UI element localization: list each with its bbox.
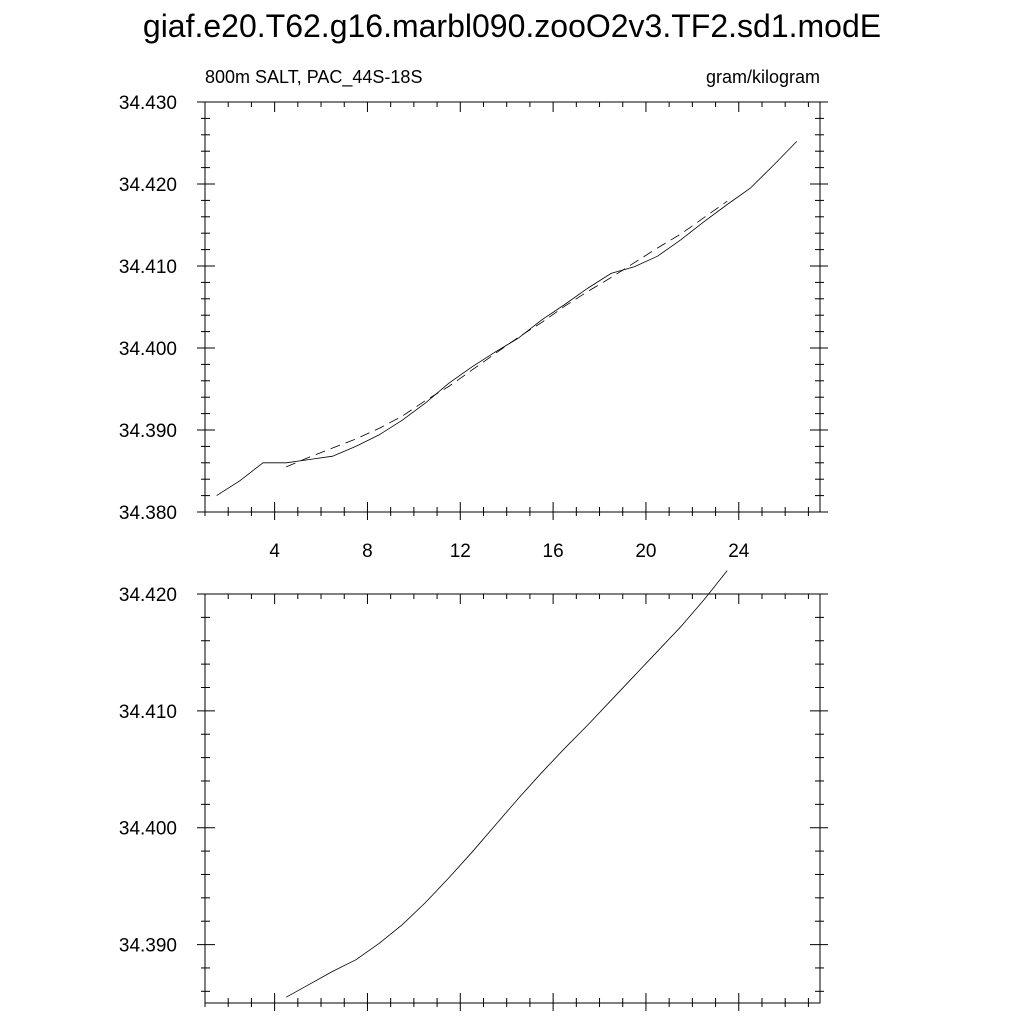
y-tick-label: 34.430 — [118, 93, 177, 114]
bottom-panel — [119, 571, 828, 1011]
y-tick-label: 34.410 — [118, 257, 177, 278]
dashed-series-line — [286, 201, 727, 467]
y-tick-label: 34.420 — [118, 585, 177, 606]
x-tick-label: 4 — [269, 541, 280, 562]
x-tick-label: 12 — [449, 541, 471, 562]
y-tick-label: 34.380 — [118, 503, 177, 524]
x-tick-label: 16 — [542, 541, 564, 562]
x-tick-label: 24 — [728, 541, 750, 562]
chart-title: giaf.e20.T62.g16.marbl090.zooO2v3.TF2.sd1.modE — [142, 8, 882, 44]
y-tick-label: 34.390 — [118, 935, 177, 957]
plot-frame — [205, 102, 820, 512]
y-tick-label: 34.410 — [118, 701, 177, 723]
y-tick-label: 34.420 — [118, 175, 177, 196]
x-tick-label: 8 — [362, 541, 373, 562]
y-tick-label: 34.390 — [118, 421, 177, 442]
x-tick-label: 20 — [635, 541, 657, 562]
subtitle-left: 800m SALT, PAC_44S-18S — [205, 67, 423, 87]
plot-frame — [205, 594, 820, 1003]
solid-series-line — [217, 141, 797, 495]
solid-series-line — [286, 571, 727, 998]
units-label: gram/kilogram — [705, 67, 820, 87]
top-panel — [119, 67, 828, 562]
y-tick-label: 34.400 — [118, 818, 177, 840]
y-tick-label: 34.400 — [118, 339, 177, 360]
